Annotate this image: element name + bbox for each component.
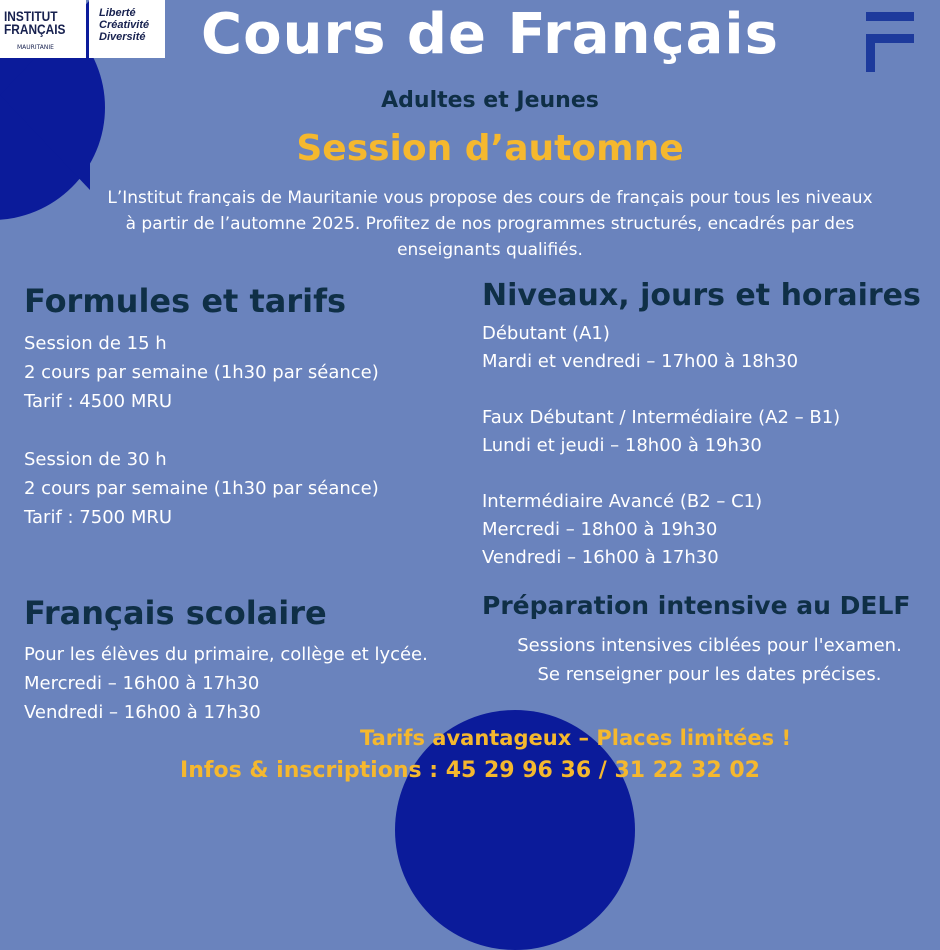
logo-line-2: FRANÇAIS xyxy=(4,21,66,37)
logo-line-3: MAURITANIE xyxy=(17,44,54,51)
formules-list xyxy=(24,329,379,532)
promo-line: Tarifs avantageux – Places limitées ! xyxy=(360,726,792,750)
page-title: Cours de Français xyxy=(201,2,779,67)
session-30h-frequency: 2 cours par semaine (1h30 par séance) xyxy=(24,478,379,499)
level-b2c1-name: Intermédiaire Avancé (B2 – C1) xyxy=(482,491,763,512)
formules-heading: Formules et tarifs xyxy=(24,282,347,320)
delf-line-1: Sessions intensives ciblées pour l'examen. xyxy=(517,635,902,656)
motto-creativite: Créativité xyxy=(99,19,150,31)
level-a1-name: Débutant (A1) xyxy=(482,323,610,344)
scolaire-schedule-2: Vendredi – 16h00 à 17h30 xyxy=(24,702,261,723)
intro-line: L’Institut français de Mauritanie vous propose des cours de français pour tous les niveaux xyxy=(107,188,873,208)
level-a1-schedule: Mardi et vendredi – 17h00 à 18h30 xyxy=(482,351,799,372)
session-title: Session d’automne xyxy=(296,128,684,169)
audience-subtitle: Adultes et Jeunes xyxy=(381,88,599,113)
level-b2c1-schedule-1: Mercredi – 18h00 à 19h30 xyxy=(482,519,718,540)
logo-line-1: INSTITUT xyxy=(4,8,58,24)
motto-liberte: Liberté xyxy=(99,7,136,19)
session-15h-frequency: 2 cours par semaine (1h30 par séance) xyxy=(24,362,379,383)
niveaux-heading: Niveaux, jours et horaires xyxy=(482,278,921,313)
session-30h-price: Tarif : 7500 MRU xyxy=(24,507,173,528)
level-a2b1-schedule: Lundi et jeudi – 18h00 à 19h30 xyxy=(482,435,762,456)
intro-paragraph xyxy=(60,185,920,263)
delf-heading: Préparation intensive au DELF xyxy=(482,591,911,620)
scolaire-heading: Français scolaire xyxy=(24,594,327,632)
session-15h-price: Tarif : 4500 MRU xyxy=(24,391,173,412)
contact-line: Infos & inscriptions : 45 29 96 36 / 31 22 32 02 xyxy=(180,758,760,783)
intro-line: à partir de l’automne 2025. Profitez de nos programmes structurés, encadrés par des xyxy=(125,214,855,234)
scolaire-schedule-1: Mercredi – 16h00 à 17h30 xyxy=(24,673,260,694)
session-15h-title: Session de 15 h xyxy=(24,333,167,354)
niveaux-list xyxy=(482,320,840,572)
scolaire-description: Pour les élèves du primaire, collège et lycée. xyxy=(24,644,428,665)
intro-line: enseignants qualifiés. xyxy=(397,240,583,260)
scolaire-list xyxy=(24,640,428,727)
level-b2c1-schedule-2: Vendredi – 16h00 à 17h30 xyxy=(482,547,719,568)
level-a2b1-name: Faux Débutant / Intermédiaire (A2 – B1) xyxy=(482,407,841,428)
motto-diversite: Diversité xyxy=(99,31,146,43)
session-30h-title: Session de 30 h xyxy=(24,449,167,470)
delf-line-2: Se renseigner pour les dates précises. xyxy=(537,664,882,685)
delf-description xyxy=(482,630,937,688)
